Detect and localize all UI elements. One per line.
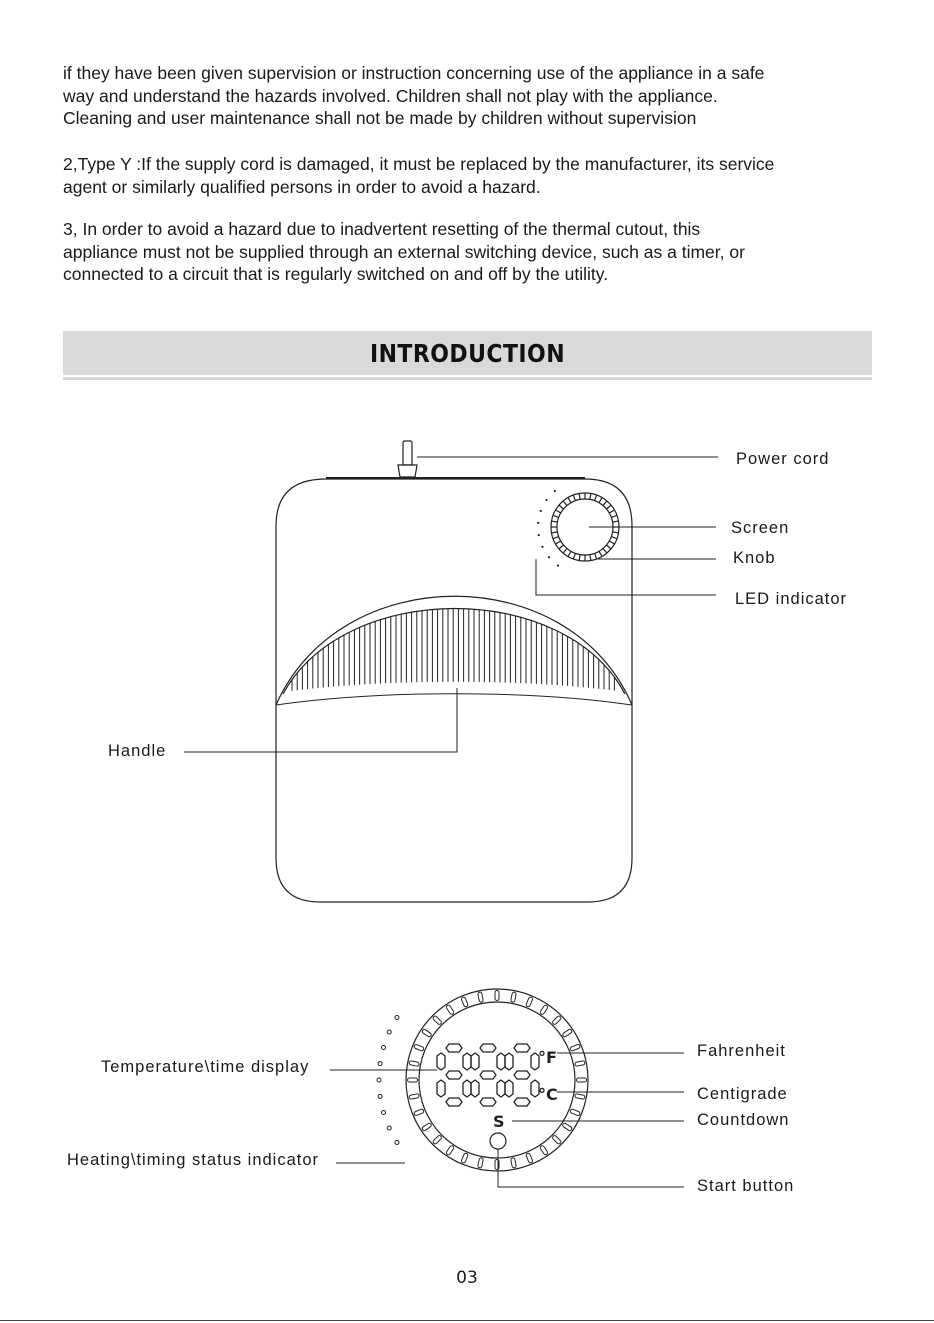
ring-tick <box>446 1145 455 1156</box>
ring-tick <box>461 997 469 1008</box>
ring-tick <box>552 1135 562 1145</box>
ring-tick <box>511 1158 517 1169</box>
ring-tick <box>577 1078 587 1082</box>
ring-tick <box>432 1015 442 1025</box>
ring-tick <box>562 1123 573 1132</box>
display-segment <box>463 1053 471 1070</box>
centigrade-symbol: °C <box>538 1085 558 1104</box>
status-dot <box>387 1030 391 1034</box>
knob-tick <box>559 545 564 549</box>
led-dot <box>537 522 539 524</box>
appliance-outline <box>276 479 632 902</box>
ring-tick <box>540 1004 549 1015</box>
ring-tick <box>540 1145 549 1156</box>
leader-lines-diagram2 <box>330 1053 684 1187</box>
display-segment <box>437 1080 445 1097</box>
label-centigrade: Centigrade <box>697 1085 788 1103</box>
knob-tick <box>599 498 602 503</box>
text-line: way and understand the hazards involved. Children shall not play with the appliance. <box>63 85 718 106</box>
text-line: 2,Type Y :If the supply cord is damaged, it must be replaced by the manufacturer, its service <box>63 154 775 174</box>
start-button-icon[interactable] <box>490 1133 506 1149</box>
display-segment <box>446 1044 462 1052</box>
display-segment <box>480 1044 496 1052</box>
knob-tick <box>599 551 602 556</box>
ring-tick <box>421 1029 432 1038</box>
knob-tick <box>568 551 571 556</box>
status-dot <box>395 1141 399 1145</box>
knob-tick <box>603 501 607 506</box>
label-handle: Handle <box>108 742 167 760</box>
text-line: agent or similarly qualified persons in order to avoid a hazard. <box>63 176 541 197</box>
ring-tick <box>552 1015 562 1025</box>
ring-tick <box>562 1029 573 1038</box>
ring-tick <box>570 1044 581 1052</box>
text-line: Cleaning and user maintenance shall not be made by children without supervision <box>63 108 697 128</box>
display-segment <box>514 1071 530 1079</box>
ring-tick <box>526 997 534 1008</box>
knob-tick <box>559 505 564 509</box>
display-segment <box>471 1053 479 1070</box>
ring-tick <box>446 1004 455 1015</box>
text-line: appliance must not be supplied through an external switching device, such as a timer, or <box>63 241 745 262</box>
knob-tick <box>606 545 611 549</box>
led-dot <box>545 499 547 501</box>
led-indicator-dots <box>537 490 559 567</box>
ring-tick <box>432 1135 442 1145</box>
knob-tick <box>611 515 617 517</box>
ring-tick <box>478 992 484 1003</box>
display-segment <box>446 1098 462 1106</box>
display-segment <box>437 1053 445 1070</box>
label-temperature-time-display: Temperature\time display <box>101 1058 310 1076</box>
fahrenheit-symbol: °F <box>538 1048 557 1067</box>
status-dot <box>382 1111 386 1115</box>
section-title: INTRODUCTION <box>369 339 566 368</box>
knob-tick <box>573 495 575 501</box>
knob-tick <box>552 532 558 533</box>
ring-tick <box>526 1153 534 1164</box>
ring-tick <box>575 1094 586 1100</box>
display-segment <box>514 1098 530 1106</box>
knob-tick <box>606 505 611 509</box>
knob-tick <box>563 548 567 553</box>
display-segment <box>446 1071 462 1079</box>
knob-tick <box>613 532 619 533</box>
status-dot <box>387 1126 391 1130</box>
ring-tick <box>495 991 499 1001</box>
status-dot <box>377 1078 381 1082</box>
display-segment <box>471 1080 479 1097</box>
leader-lines-diagram1 <box>184 457 718 752</box>
display-segment <box>480 1071 496 1079</box>
power-cord-icon <box>398 441 417 477</box>
ring-tick <box>478 1158 484 1169</box>
knob-tick <box>568 498 571 503</box>
control-panel-diagram <box>377 989 588 1171</box>
knob-tick <box>590 555 591 561</box>
led-dot <box>554 490 556 492</box>
led-dot <box>540 510 542 512</box>
status-dot <box>378 1062 382 1066</box>
footer-rule <box>0 1320 934 1321</box>
text-line: 3, In order to avoid a hazard due to inadvertent resetting of the thermal cutout, this <box>63 219 701 239</box>
knob-tick <box>573 553 575 559</box>
knob-tick <box>556 510 561 513</box>
status-dot <box>395 1015 399 1019</box>
display-segment <box>497 1080 505 1097</box>
led-dot <box>557 564 559 566</box>
knob-tick <box>603 548 607 553</box>
led-dot <box>538 534 540 536</box>
knob-tick <box>609 541 614 544</box>
ring-tick <box>409 1094 420 1100</box>
text-line: connected to a circuit that is regularly switched on and off by the utility. <box>63 264 609 284</box>
display-segment <box>480 1098 496 1106</box>
led-dot <box>541 546 543 548</box>
knob-tick <box>556 541 561 544</box>
knob-tick <box>563 501 567 506</box>
label-power-cord: Power cord <box>736 450 830 468</box>
ring-tick <box>414 1109 425 1117</box>
ring-tick <box>414 1044 425 1052</box>
ring-tick <box>575 1061 586 1067</box>
label-heating-timing-status-indicator: Heating\timing status indicator <box>67 1151 320 1169</box>
ring-tick <box>461 1153 469 1164</box>
ring-tick <box>511 992 517 1003</box>
label-fahrenheit: Fahrenheit <box>697 1042 786 1060</box>
knob-tick <box>553 515 559 517</box>
knob-tick <box>579 494 580 500</box>
knob-tick <box>611 537 617 539</box>
appliance-body-diagram <box>276 441 632 902</box>
label-led-indicator: LED indicator <box>735 590 848 608</box>
countdown-symbol: S <box>493 1112 505 1131</box>
ring-tick <box>421 1123 432 1132</box>
status-dot <box>382 1045 386 1049</box>
ring-tick <box>409 1061 420 1067</box>
knob-tick <box>595 495 597 501</box>
text-line: if they have been given supervision or instruction concerning use of the appliance in a safe <box>63 63 765 83</box>
seven-segment-display <box>437 1044 539 1106</box>
ring-tick <box>408 1078 418 1082</box>
knob-tick <box>613 521 619 522</box>
led-dot <box>548 556 550 558</box>
knob-tick <box>609 510 614 513</box>
label-knob: Knob <box>733 549 776 567</box>
knob-tick <box>553 537 559 539</box>
display-segment <box>463 1080 471 1097</box>
display-segment <box>505 1080 513 1097</box>
ring-tick <box>570 1109 581 1117</box>
display-segment <box>497 1053 505 1070</box>
handle-icon <box>276 596 632 705</box>
knob-tick <box>590 494 591 500</box>
page-number: 03 <box>456 1268 478 1288</box>
display-segment <box>505 1053 513 1070</box>
status-indicator-dots <box>377 1015 399 1144</box>
label-screen: Screen <box>731 519 790 537</box>
label-start-button: Start button <box>697 1177 795 1195</box>
knob-tick <box>595 553 597 559</box>
display-segment <box>514 1044 530 1052</box>
knob-tick <box>552 521 558 522</box>
status-dot <box>378 1094 382 1098</box>
knob-tick <box>579 555 580 561</box>
label-countdown: Countdown <box>697 1111 790 1129</box>
